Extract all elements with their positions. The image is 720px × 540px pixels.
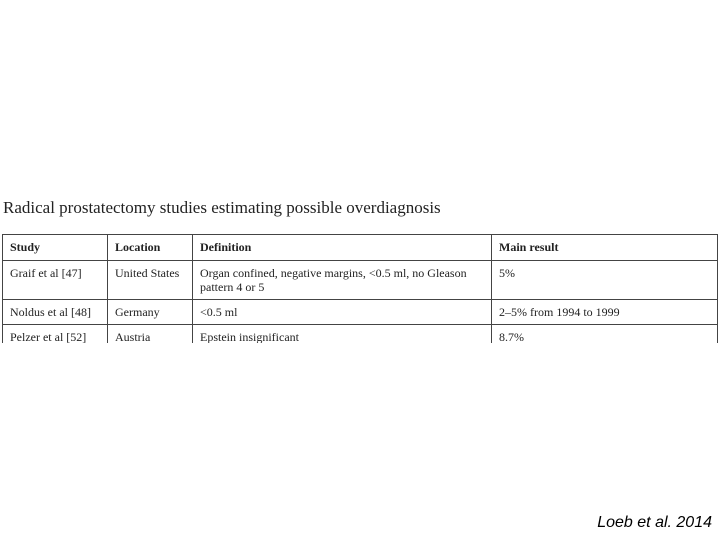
table-header-row (3, 235, 718, 261)
header-study: Study (3, 235, 108, 261)
cell-location: United States (108, 261, 193, 300)
cell-definition: Organ confined, negative margins, <0.5 ml, no Gleason pattern 4 or 5 (193, 261, 492, 300)
studies-table-container (2, 234, 718, 343)
table-row (3, 300, 718, 325)
cell-main-result: 2–5% from 1994 to 1999 (492, 300, 718, 325)
header-main-result: Main result (492, 235, 718, 261)
cell-definition: Epstein insignificant (193, 325, 492, 344)
cell-study: Graif et al [47] (3, 261, 108, 300)
citation-caption: Loeb et al. 2014 (597, 514, 712, 531)
cell-definition: <0.5 ml (193, 300, 492, 325)
cell-main-result: 8.7% (492, 325, 718, 344)
table-row (3, 325, 718, 344)
table-title: Radical prostatectomy studies estimating possible overdiagnosis (3, 198, 441, 217)
table-row (3, 261, 718, 300)
cell-location: Germany (108, 300, 193, 325)
cell-main-result: 5% (492, 261, 718, 300)
studies-table (2, 234, 718, 343)
cell-location: Austria (108, 325, 193, 344)
cell-study: Pelzer et al [52] (3, 325, 108, 344)
header-definition: Definition (193, 235, 492, 261)
header-location: Location (108, 235, 193, 261)
cell-study: Noldus et al [48] (3, 300, 108, 325)
